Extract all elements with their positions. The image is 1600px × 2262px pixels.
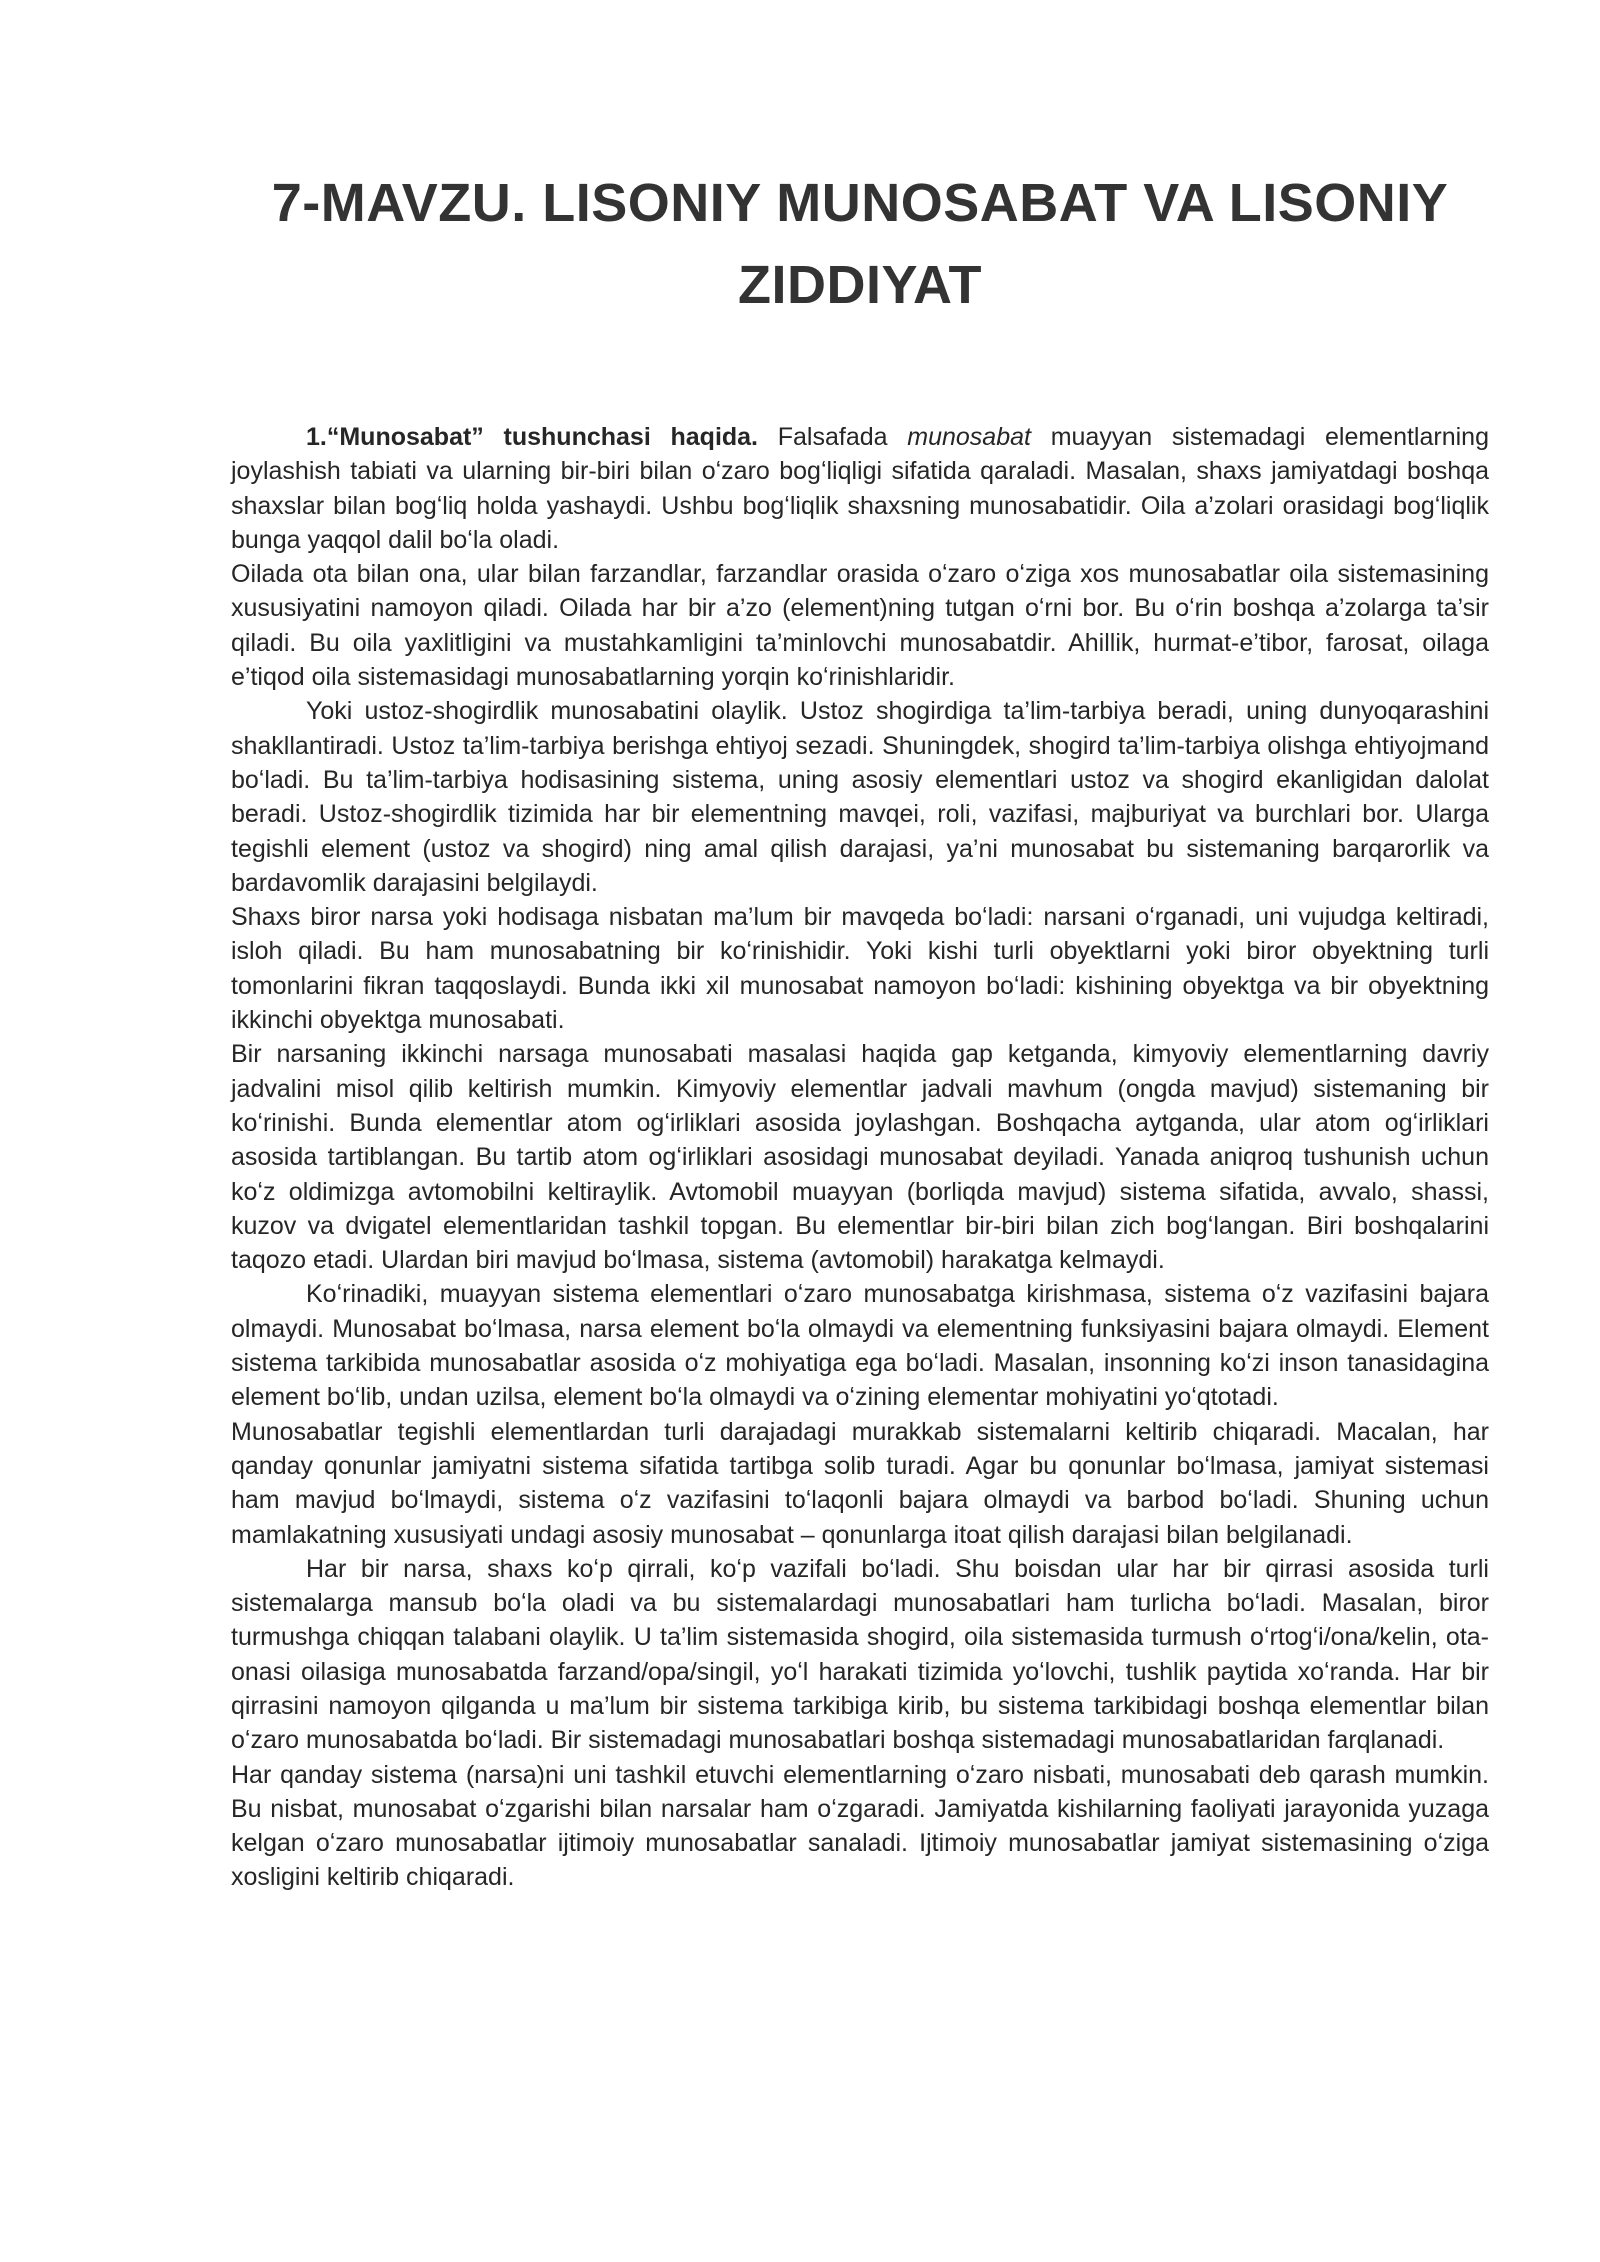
paragraph-7: Munosabatlar tegishli elementlardan turli darajadagi murakkab sistemalarni keltirib chiqaradi. Macalan, har qanday qonunlar jamiyatni sistema sifatida tartibga solib turadi. Agar bu qonunlar boʻlmasa, jamiyat sistemasi ham mavjud boʻlmaydi, sistema oʻz vazifasini toʻlaqonli bajara olmaydi va barbod boʻladi. Shuning uchun mamlakatning xususiyati undagi asosiy munosabat – qonunlarga itoat qilish darajasi bilan belgilanadi. (231, 1417, 1489, 1549)
paragraph-1-lead: Falsafada (758, 423, 908, 451)
paragraph-6: Koʻrinadiki, muayyan sistema elementlari oʻzaro munosabatga kirishmasa, sistema oʻz vazifasini bajara olmaydi. Munosabat boʻlmasa, narsa element boʻla olmaydi va elementning funksiyasini bajara olmaydi. Element sistema tarkibida munosabatlar asosida oʻz mohiyatiga ega boʻladi. Masalan, insonning koʻzi inson tanasidagina element boʻlib, undan uzilsa, element boʻla olmaydi va oʻzining elementar mohiyatini yoʻqtotadi. (231, 1280, 1489, 1412)
paragraph-5: Bir narsaning ikkinchi narsaga munosabati masalasi haqida gap ketganda, kimyoviy elementlarning davriy jadvalini misol qilib keltirish mumkin. Kimyoviy elementlar jadvali mavhum (ongda mavjud) sistemaning bir koʻrinishi. Bunda elementlar atom ogʻirliklari asosida joylashgan. Boshqacha aytganda, ular atom ogʻirliklari asosida tartiblangan. Bu tartib atom ogʻirliklari asosidagi munosabat deyiladi. Yanada aniqroq tushunish uchun koʻz oldimizga avtomobilni keltiraylik. Avtomobil muayyan (borliqda mavjud) sistema sifatida, avvalo, shassi, kuzov va dvigatel elementlaridan tashkil topgan. Bu elementlar bir-biri bilan zich bogʻlangan. Biri boshqalarini taqozo etadi. Ulardan biri mavjud boʻlmasa, sistema (avtomobil) harakatga kelmaydi. (231, 1040, 1489, 1275)
paragraph-1 (231, 420, 1489, 557)
title-line-1: 7-MAVZU. LISONIY MUNOSABAT VA LISONIY (271, 173, 1449, 233)
paragraph-9: Har qanday sistema (narsa)ni uni tashkil etuvchi elementlarning oʻzaro nisbati, munosabati deb qarash mumkin. Bu nisbat, munosabat oʻzgarishi bilan narsalar ham oʻzgaradi. Jamiyatda kishilarning faoliyati jarayonida yuzaga kelgan oʻzaro munosabatlar ijtimoiy munosabatlar sanaladi. Ijtimoiy munosabatlar jamiyat sistemasining oʻziga xosligini keltirib chiqaradi. (231, 1760, 1489, 1892)
emphasized-term: munosabat (907, 423, 1031, 451)
section-heading: 1.“Munosabat” tushunchasi haqida. (306, 423, 759, 451)
paragraph-3: Yoki ustoz-shogirdlik munosabatini olaylik. Ustoz shogirdiga ta’lim-tarbiya beradi, uning dunyoqarashini shakllantiradi. Ustoz ta’lim-tarbiya berishga ehtiyoj sezadi. Shuningdek, shogird ta’lim-tarbiya olishga ehtiyojmand boʻladi. Bu ta’lim-tarbiya hodisasining sistema, uning asosiy elementlari ustoz va shogird ekanligidan dalolat beradi. Ustoz-shogirdlik tizimida har bir elementning mavqei, roli, vazifasi, majburiyat va burchlari bor. Ularga tegishli element (ustoz va shogird) ning amal qilish darajasi, ya’ni munosabat bu sistemaning barqarorlik va bardavomlik darajasini belgilaydi. (231, 697, 1489, 897)
document-title (231, 162, 1489, 326)
paragraph-4: Shaxs biror narsa yoki hodisaga nisbatan ma’lum bir mavqeda boʻladi: narsani oʻrganadi, uni vujudga keltiradi, isloh qiladi. Bu ham munosabatning bir koʻrinishidir. Yoki kishi turli obyektlarni yoki biror obyektning turli tomonlarini fikran taqqoslaydi. Bunda ikki xil munosabat namoyon boʻladi: kishining obyektga va bir obyektning ikkinchi obyektga munosabati. (231, 903, 1489, 1035)
title-line-2: ZIDDIYAT (737, 255, 983, 315)
paragraph-8: Har bir narsa, shaxs koʻp qirrali, koʻp vazifali boʻladi. Shu boisdan ular har bir qirrasi asosida turli sistemalarga mansub boʻla oladi va bu sistemalardagi munosabatlari ham turlicha boʻladi. Masalan, biror turmushga chiqqan talabani olaylik. U ta’lim sistemasida shogird, oila sistemasida turmush oʻrtogʻi/ona/kelin, ota-onasi oilasiga munosabatda farzand/opa/singil, yoʻl harakati tizimida yoʻlovchi, tushlik paytida xoʻranda. Har bir qirrasini namoyon qilganda u ma’lum bir sistema tarkibiga kirib, bu sistema tarkibidagi boshqa elementlar bilan oʻzaro munosabatda boʻladi. Bir sistemadagi munosabatlari boshqa sistemadagi munosabatlaridan farqlanadi. (231, 1554, 1489, 1755)
paragraph-1-text: muayyan sistemadagi elementlarning joylashish tabiati va ularning bir-biri bilan oʻzaro bogʻliqligi sifatida qaraladi. Masalan, shaxs jamiyatdagi boshqa shaxslar bilan bogʻliq holda yashaydi. Ushbu bogʻliqlik shaxsning munosabatidir. Oila a’zolari orasidagi bogʻliqlik bunga yaqqol dalil boʻla oladi. (231, 423, 1489, 554)
document-body (231, 420, 1489, 1895)
paragraph-2: Oilada ota bilan ona, ular bilan farzandlar, farzandlar orasida oʻzaro oʻziga xos munosabatlar oila sistemasining xususiyatini namoyon qiladi. Oilada har bir a’zo (element)ning tutgan oʻrni bor. Bu oʻrin boshqa a’zolarga ta’sir qiladi. Bu oila yaxlitligini va mustahkamligini ta’minlovchi munosabatdir. Ahillik, hurmat-e’tibor, farosat, oilaga e’tiqod oila sistemasidagi munosabatlarning yorqin koʻrinishlaridir. (231, 560, 1489, 692)
document-page (231, 0, 1489, 1895)
